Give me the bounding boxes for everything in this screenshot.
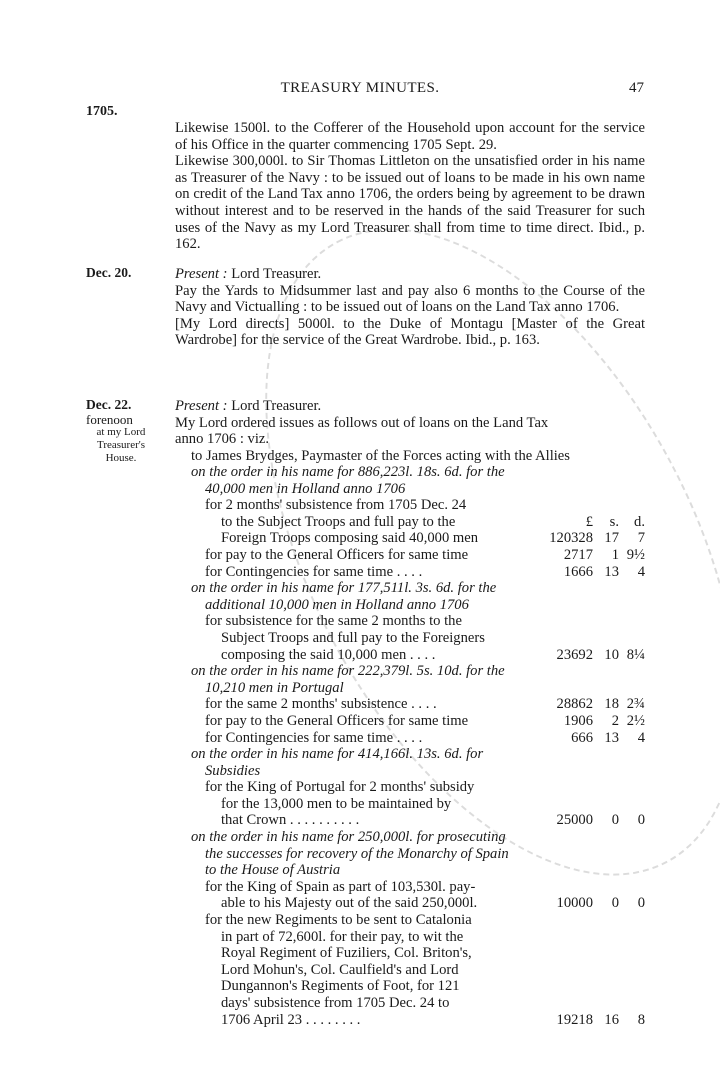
amount-shillings: 17 [604,530,619,547]
ledger-row-text: Foreign Troops composing said 40,000 men [221,530,479,547]
page-number: 47 [629,80,644,96]
ledger-row-text: for pay to the General Officers for same time [205,712,469,729]
paragraph-wardrobe: [My Lord directs] 5000l. to the Duke of Montagu [Master of the Great Wardrobe] for the service of the Great Wardrobe. Ibid., p. 163. [175,315,645,349]
ledger-row-text: able to his Majesty out of the said 250,000l. [221,895,478,912]
amount-pounds: 28862 [556,696,593,713]
ledger-row-text: for the same 2 months' subsistence . . . . [205,696,437,713]
entry-1705-continued [175,120,645,253]
ledger-row [175,879,645,896]
ledger-row [175,763,645,780]
margin-note-line: Treasurer's [96,438,145,451]
ledger-row [175,846,645,863]
present-who: Lord Treasurer. [231,266,322,282]
ledger-row [175,564,645,581]
ledger-row-text: days' subsistence from 1705 Dec. 24 to [221,995,450,1011]
ledger-amount [527,812,645,829]
margin-note-line: at my Lord [96,425,146,438]
ledger-row-text: on the order in his name for 177,511l. 3s. 6d. for the [191,580,497,597]
margin-note-line: forenoon [86,411,133,427]
currency-column-label: d. [634,513,645,530]
ledger-amount [527,1012,645,1029]
amount-pounds: 1666 [563,563,593,580]
ledger-row [175,464,645,481]
ledger-amount [527,547,645,564]
ledger-row-text: Subsidies [205,762,261,779]
entry-dec-22 [175,398,645,464]
amount-pence: 4 [637,729,645,746]
ledger-row-text: for the new Regiments to be sent to Catalonia [205,912,472,929]
ledger-row-text: to the Subject Troops and full pay to the [221,513,456,530]
entry-dec-20 [175,266,645,349]
ledger-row-text: Dungannon's Regiments of Foot, for 121 [221,978,460,995]
ledger-row-text: for pay to the General Officers for same time [205,546,469,563]
ledger-row [175,613,645,630]
amount-shillings: 0 [611,895,619,912]
ledger-row-text: Lord Mohun's, Col. Caulfield's and Lord [221,961,459,978]
ledger-row [175,630,645,647]
ledger-row [175,713,645,730]
amount-pounds: 19218 [556,1011,593,1028]
ledger-row [175,829,645,846]
ledger-row-text: on the order in his name for 886,223l. 18s. 6d. for the [191,464,505,480]
ledger-row [175,746,645,763]
amount-shillings: 0 [611,812,619,829]
ledger-row-text: for Contingencies for same time . . . . [205,729,423,746]
ledger-row-text: for the King of Spain as part of 103,530l. pay- [205,878,476,895]
amount-shillings: 13 [604,563,619,580]
ledger-row [175,580,645,597]
ledger-row [175,929,645,946]
ledger-row-text: for Contingencies for same time . . . . [205,563,423,580]
ledger-row [175,796,645,813]
paragraph-littleton: Likewise 300,000l. to Sir Thomas Littleton on the unsatisfied order in his name as Treasurer of the Navy : to be issued out of loans to be made in his own name on credit of the Land Tax anno 1706, the orders being by agreement to be drawn without interest and to be reserved in the hands of the said Treasurer for such uses of the Navy as my Lord Treasurer shall from time to time direct. Ibid., p. 162. [175,153,645,253]
amount-shillings: 1 [611,546,619,563]
ledger-row-text: Royal Regiment of Fuziliers, Col. Briton's, [221,945,472,962]
ledger-row-text: to the House of Austria [205,862,341,879]
date-margin-dec-22 [84,398,158,465]
ledger-row [175,481,645,498]
ledger-row-text: additional 10,000 men in Holland anno 1706 [205,596,469,613]
ledger-row-text: Subject Troops and full pay to the Foreigners [221,629,485,646]
present-line [175,398,645,415]
amount-pounds: 25000 [556,812,593,829]
date-margin-dec-20 [84,266,158,281]
amount-pounds: 666 [571,729,593,746]
ledger-row [175,663,645,680]
ledger-row [175,696,645,713]
amount-pounds: 120328 [549,530,593,547]
margin-date: Dec. 20. [86,265,132,280]
ledger-row-text: in part of 72,600l. for their pay, to wit the [221,928,464,945]
present-who: Lord Treasurer. [231,398,322,414]
ledger-row [175,912,645,929]
ledger-row [175,1012,645,1029]
present-line [175,266,645,283]
ledger-amount [527,530,645,547]
margin-date: Dec. 22. [86,397,132,412]
ledger-amount [527,895,645,912]
ledger-row [175,514,645,531]
ledger-amount [527,713,645,730]
payee-line: to James Brydges, Paymaster of the Forces acting with the Allies [191,447,570,464]
paragraph-cofferer: Likewise 1500l. to the Cofferer of the Household upon account for the service of his Office in the quarter commencing 1705 Sept. 29. [175,120,645,153]
ledger-row [175,962,645,979]
ledger-row-text: on the order in his name for 250,000l. for prosecuting [191,829,506,846]
amount-pounds: 1906 [563,712,593,729]
ledger-row-text: 10,210 men in Portugal [205,679,344,696]
ledger-row-text: 40,000 men in Holland anno 1706 [205,480,406,497]
currency-column-label: £ [585,513,593,530]
ledger-amount [527,564,645,581]
currency-column-label: s. [609,513,619,530]
amount-pence: 4 [637,563,645,580]
ledger-row [175,497,645,514]
amount-pence: 2¾ [626,696,645,713]
amount-shillings: 10 [604,646,619,663]
ledger-row-text: on the order in his name for 222,379l. 5s. 10d. for the [191,663,505,680]
ledger-row [175,812,645,829]
intro-line: anno 1706 : viz. [175,431,270,448]
ledger-row [175,995,645,1012]
ledger-row-text: for subsistence for the same 2 months to the [205,613,462,630]
ledger-row-text: for 2 months' subsistence from 1705 Dec. 24 [205,497,467,514]
amount-pounds: 10000 [556,895,593,912]
amount-pence: 8 [637,1011,645,1028]
amount-shillings: 18 [604,696,619,713]
present-label: Present : [175,398,228,414]
ledger-row [175,680,645,697]
ledger-amount [527,647,645,664]
ledger-row [175,862,645,879]
margin-note-line: House. [105,451,137,464]
present-label: Present : [175,266,228,282]
paragraph-yards: Pay the Yards to Midsummer last and pay also 6 months to the Course of the Navy and Victualling : to be issued out of loans on the Land Tax anno 1706. [175,282,645,316]
ledger-row [175,895,645,912]
ledger-row-text: for the King of Portugal for 2 months' subsidy [205,779,475,796]
amount-pounds: 23692 [556,646,593,663]
amount-pence: 2½ [626,712,645,729]
ledger-amount [527,730,645,747]
ledger-row [175,945,645,962]
ledger-row-text: that Crown . . . . . . . . . . [221,812,360,829]
ledger-row-text: the successes for recovery of the Monarchy of Spain [205,845,509,862]
ledger-row-text: on the order in his name for 414,166l. 13s. 6d. for [191,746,484,763]
amount-pence: 9½ [626,546,645,563]
ledger-row-text: composing the said 10,000 men . . . . [221,646,436,663]
intro-line: My Lord ordered issues as follows out of loans on the Land Tax [175,414,549,431]
ledger-row [175,647,645,664]
amount-shillings: 2 [611,712,619,729]
amount-pence: 7 [637,530,645,547]
running-title: TREASURY MINUTES. [280,80,440,96]
amount-pence: 0 [637,895,645,912]
amount-shillings: 13 [604,729,619,746]
ledger-table [175,464,645,1028]
ledger-row-text: for the 13,000 men to be maintained by [221,795,452,812]
ledger-row [175,779,645,796]
year-margin-label: 1705. [86,104,118,119]
amount-pence: 8¼ [626,646,645,663]
ledger-row [175,730,645,747]
currency-header [527,514,645,531]
amount-pounds: 2717 [563,546,593,563]
amount-shillings: 16 [604,1011,619,1028]
amount-pence: 0 [637,812,645,829]
ledger-row-text: 1706 April 23 . . . . . . . . [221,1011,361,1028]
ledger-amount [527,696,645,713]
ledger-row [175,547,645,564]
ledger-row [175,978,645,995]
running-head [0,80,720,100]
ledger-row [175,597,645,614]
ledger-row [175,530,645,547]
